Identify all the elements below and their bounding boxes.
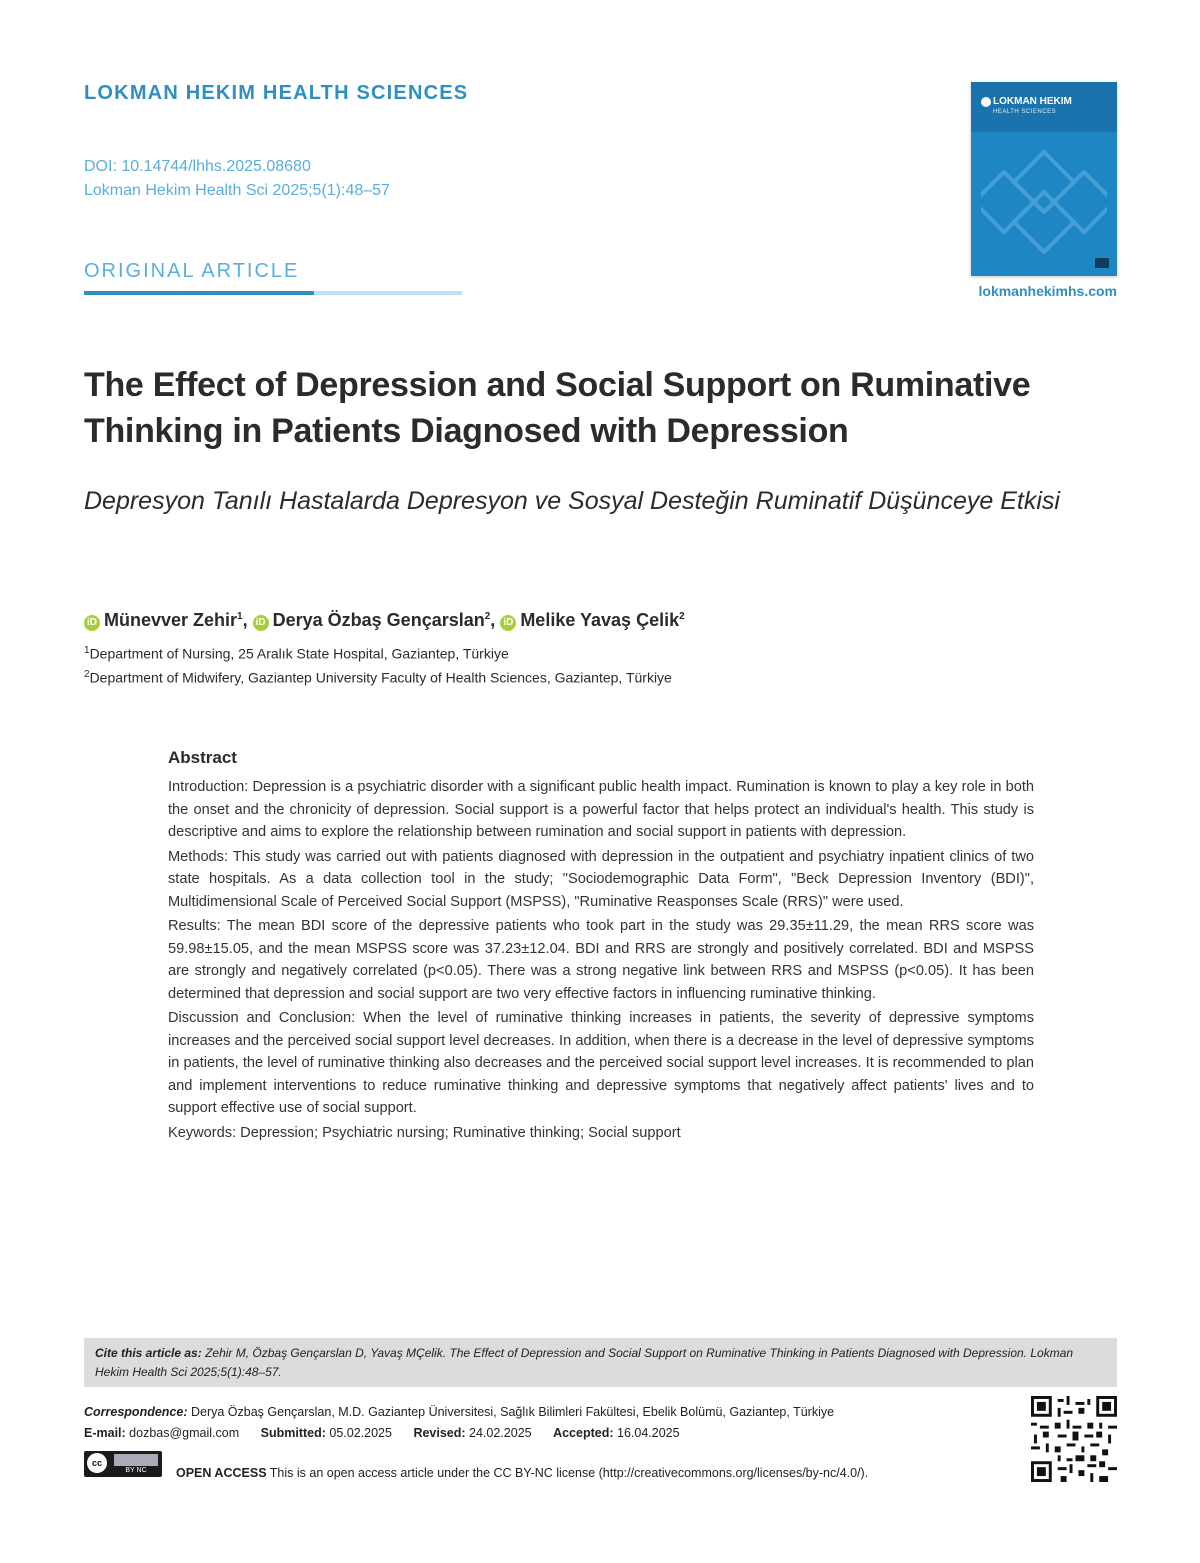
journal-website-link[interactable]: lokmanhekimhs.com <box>978 283 1117 299</box>
cover-title: LOKMAN HEKIM <box>993 96 1072 107</box>
accepted-date: 16.04.2025 <box>617 1426 680 1440</box>
cite-label: Cite this article as: <box>95 1346 202 1360</box>
article-subtitle: Depresyon Tanılı Hastalarda Depresyon ve Sosyal Desteğin Ruminatif Düşünceye Etkisi <box>84 487 1060 515</box>
cite-box <box>84 1338 1117 1387</box>
open-access-notice <box>176 1466 868 1480</box>
correspondence-label: Correspondence: <box>84 1405 188 1419</box>
submitted-date: 05.02.2025 <box>329 1426 392 1440</box>
abstract-keywords: Keywords: Depression; Psychiatric nursing; Ruminative thinking; Social support <box>168 1124 681 1141</box>
affiliation-text: Department of Nursing, 25 Aralık State Hospital, Gaziantep, Türkiye <box>89 645 509 662</box>
article-title: The Effect of Depression and Social Support on Ruminative Thinking in Patients Diagnosed with Depression <box>84 366 1031 450</box>
by-nc-icon <box>114 1454 158 1466</box>
author-name: Münevver Zehir <box>104 610 238 630</box>
cite-text <box>95 1344 1110 1382</box>
cover-logo-icon <box>981 97 991 107</box>
abstract-methods: Methods: This study was carried out with patients diagnosed with depression in the outpatient and psychiatry inpatient clinics of two state hospitals. As a data collection tool in the study; "Sociodemographic Data Form", "Beck Depression Inventory (BDI)", Multidimensional Scale of Perceived Social Support (MSPSS), "Ruminative Reasponses Scale (RRS)" were used. <box>168 848 1034 910</box>
author-affiliation-mark: 1 <box>237 611 243 622</box>
abstract-introduction: Introduction: Depression is a psychiatric disorder with a significant public health impact. Rumination is known to play a key role in both the onset and the chronicity of depression. Social support is a powerful factor that helps protect an individual's health. This study is descriptive and aims to explore the relationship between rumination and social support in patients with depression. <box>168 779 1034 840</box>
revised-label: Revised: <box>413 1426 466 1440</box>
affiliation-text: Department of Midwifery, Gaziantep University Faculty of Health Sciences, Gaziantep, Türkiye <box>89 669 672 686</box>
cover-pattern-icon <box>981 142 1107 262</box>
doi-link[interactable]: DOI: 10.14744/lhhs.2025.08680 <box>84 158 311 175</box>
orcid-icon[interactable]: iD <box>500 615 516 631</box>
cover-subtitle: HEALTH SCIENCES <box>993 109 1057 115</box>
affiliation-mark: 1 <box>84 645 90 656</box>
email-link[interactable]: dozbas@gmail.com <box>129 1426 240 1440</box>
journal-citation: Lokman Hekim Health Sci 2025;5(1):48–57 <box>84 182 390 199</box>
author-affiliation-mark: 2 <box>679 611 685 622</box>
author-name: Melike Yavaş Çelik <box>520 610 680 630</box>
abstract-body <box>168 776 1034 1146</box>
correspondence-text: Derya Özbaş Gençarslan, M.D. Gaziantep Üniversitesi, Sağlık Bilimleri Fakültesi, Ebelik Bolümü, Gaziantep, Türkiye <box>190 1405 835 1419</box>
accepted-label: Accepted: <box>553 1426 614 1440</box>
affiliation-2 <box>84 669 672 686</box>
abstract-discussion: Discussion and Conclusion: When the level of ruminative thinking increases in patients, the severity of depressive symptoms increases and the perceived social support level decreases. In addition, when there is a decrease in the level of depressive symptoms in patients, the level of ruminative thinking also decreases and the perceived social support level increases. It is recommended to plan and implement interventions to reduce ruminative thinking and depressive symptoms that negatively affect patients' lives and to support effective use of social support. <box>168 1010 1034 1116</box>
abstract-results: Results: The mean BDI score of the depressive patients who took part in the study was 29.35±11.29, the mean RRS score was 59.98±15.05, and the mean MSPSS score was 37.23±12.04. BDI and RRS are strongly and positively correlated. BDI and MSPSS are strongly and negatively correlated (p<0.05). There was a strong negative link between RRS and MSPSS (p<0.05). It has been determined that depression and social support are two very effective factors in influencing ruminative thinking. <box>168 918 1034 1002</box>
affiliation-mark: 2 <box>84 669 90 680</box>
cc-license-icon[interactable] <box>84 1451 162 1477</box>
orcid-icon[interactable]: iD <box>253 615 269 631</box>
dates-line <box>84 1426 680 1440</box>
journal-name: LOKMAN HEKIM HEALTH SCIENCES <box>84 82 469 104</box>
cover-header-band <box>971 82 1117 132</box>
article-type-rule-accent <box>84 291 314 295</box>
abstract-heading: Abstract <box>168 748 237 767</box>
cover-badge-icon <box>1095 258 1109 268</box>
journal-cover-image[interactable] <box>971 82 1117 276</box>
correspondence <box>84 1405 834 1419</box>
cite-reference: Zehir M, Özbaş Gençarslan D, Yavaş MÇelik. The Effect of Depression and Social Support on Ruminative Thinking in Patients Diagnosed with Depression. Lokman Hekim Health Sci 2025;5(1):48–57. <box>95 1346 1074 1379</box>
author-name: Derya Özbaş Gençarslan <box>272 610 485 630</box>
qr-code-icon[interactable] <box>1031 1396 1117 1482</box>
email-label: E-mail: <box>84 1426 126 1440</box>
article-type-label: ORIGINAL ARTICLE <box>84 260 300 282</box>
author-list: iD Münevver Zehir$^1$, iD Derya Özbaş Gençarslan$^2$, iD Melike Yavaş Çelik$^2$ <box>84 610 685 631</box>
submitted-label: Submitted: <box>260 1426 326 1440</box>
affiliation-1 <box>84 645 509 662</box>
open-access-text: This is an open access article under the CC BY-NC license (http://creativecommons.org/licenses/by-nc/4.0/). <box>269 1466 869 1480</box>
author-affiliation-mark: 2 <box>484 611 491 622</box>
cc-logo-icon: cc <box>87 1453 107 1473</box>
revised-date: 24.02.2025 <box>469 1426 532 1440</box>
cc-badge-label: BY NC <box>125 1467 147 1474</box>
open-access-label: OPEN ACCESS <box>176 1466 267 1480</box>
orcid-icon[interactable]: iD <box>84 615 100 631</box>
